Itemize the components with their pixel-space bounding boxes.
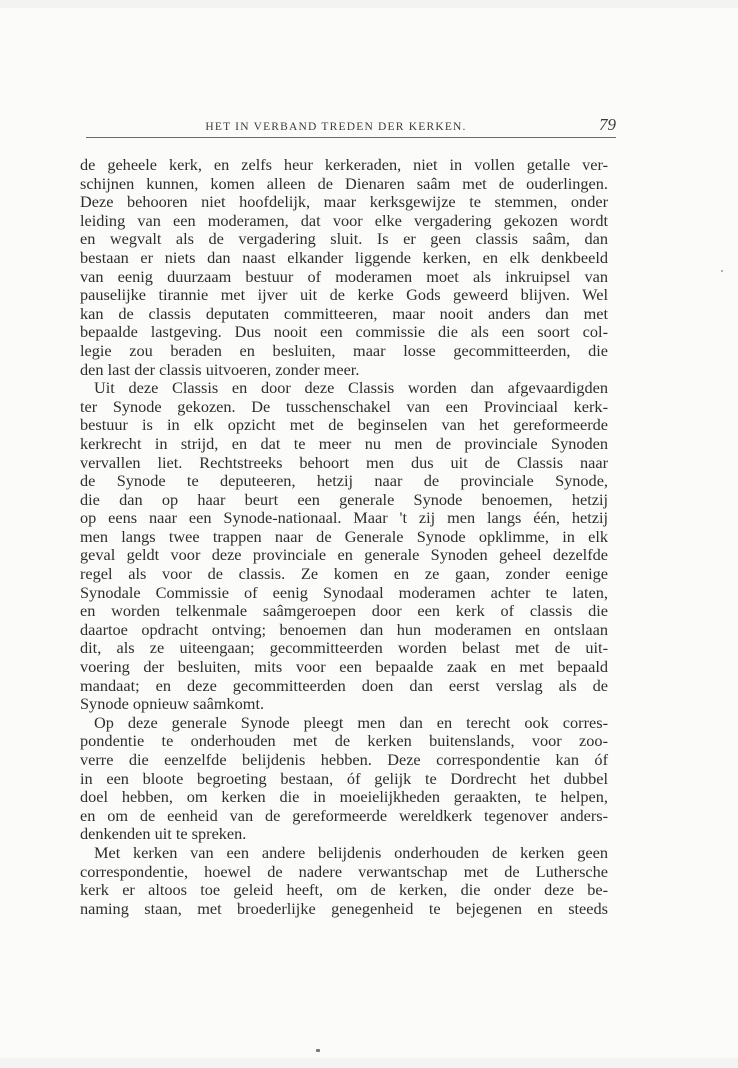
- scan-speck: [316, 1049, 320, 1052]
- text-line: geval geldt voor deze provinciale en generale Synoden geheel dezelfde: [80, 545, 608, 565]
- text-line: Deze behooren niet hoofdelijk, maar kerksgewijze te stemmen, onder: [80, 192, 608, 212]
- text-line: men langs twee trappen naar de Generale Synode opklimme, in elk: [80, 526, 608, 546]
- text-line: Op deze generale Synode pleegt men dan en terecht ook corres-: [94, 712, 608, 732]
- text-line: denkenden uit te spreken.: [80, 824, 247, 844]
- paragraph-3: [80, 714, 608, 844]
- text-line: kerk er altoos toe geleid heeft, om de kerken, die onder deze be-: [80, 880, 608, 900]
- text-line: kan de classis deputaten committeeren, maar nooit anders dan met: [80, 303, 608, 323]
- running-head: [86, 115, 616, 145]
- text-line: doel hebben, om kerken die in moeielijkheden geraakten, te helpen,: [80, 787, 608, 807]
- text-line: Uit deze Classis en door deze Classis worden dan afgevaardigden: [94, 378, 608, 398]
- running-title: HET IN VERBAND TREDEN DER KERKEN.: [205, 121, 467, 133]
- text-line: legie zou beraden en besluiten, maar losse gecommitteerden, die: [80, 340, 608, 360]
- text-line: pondentie te onderhouden met de kerken buitenslands, voor zoo-: [80, 731, 608, 751]
- text-line: daartoe opdracht ontving; benoemen dan hun moderamen en ontslaan: [80, 619, 608, 639]
- paragraph-1: [80, 156, 608, 379]
- text-line: den last der classis uitvoeren, zonder meer.: [80, 359, 360, 379]
- text-line: Synode opnieuw saâmkomt.: [80, 694, 265, 714]
- text-line: voering der besluiten, mits voor een bepaalde zaak en met bepaald: [80, 657, 608, 677]
- text-line: Met kerken van een andere belijdenis onderhouden de kerken geen: [94, 842, 608, 862]
- paragraph-4: [80, 844, 608, 918]
- text-line: de Synode te deputeeren, hetzij naar de provinciale Synode,: [80, 471, 608, 491]
- text-line: en om de eenheid van de gereformeerde wereldkerk tegenover anders-: [80, 805, 608, 825]
- margin-speck: [721, 270, 723, 272]
- text-line: bestuur is in elk opzicht met de beginselen van het gereformeerde: [80, 415, 608, 435]
- page-number: 79: [599, 115, 616, 134]
- text-line: de geheele kerk, en zelfs heur kerkeraden, niet in vollen getalle ver-: [80, 155, 608, 174]
- body-text: [80, 156, 608, 918]
- text-line: leiding van een moderamen, dat voor elke vergadering gekozen wordt: [80, 210, 608, 230]
- text-line: naming staan, met broederlijke genegenheid te bejegenen en steeds: [80, 898, 608, 918]
- text-line: vervallen liet. Rechtstreeks behoort men dus uit de Classis naar: [80, 452, 608, 472]
- text-line: schijnen kunnen, komen alleen de Dienaren saâm met de ouderlingen.: [80, 173, 608, 193]
- text-line: bepaalde lastgeving. Dus nooit een commissie die als een soort col-: [80, 322, 608, 342]
- text-line: die dan op haar beurt een generale Synode benoemen, hetzij: [80, 489, 608, 509]
- text-line: Synodale Commissie of eenig Synodaal moderamen achter te laten,: [80, 582, 608, 602]
- book-page: [0, 8, 738, 1058]
- text-line: verre die eenzelfde belijdenis hebben. Deze correspondentie kan óf: [80, 750, 608, 769]
- text-line: van eenig duurzaam bestuur of moderamen moet als inkruipsel van: [80, 266, 608, 286]
- paragraph-2: [80, 379, 608, 714]
- text-line: ter Synode gekozen. De tusschenschakel van een Provinciaal kerk-: [80, 396, 608, 416]
- text-line: op eens naar een Synode-nationaal. Maar 't zij men langs één, hetzij: [80, 508, 608, 528]
- text-line: correspondentie, hoewel de nadere verwantschap met de Luthersche: [80, 861, 608, 881]
- text-line: dit, als ze uiteengaan; gecommitteerden worden belast met de uit-: [80, 638, 608, 658]
- text-line: en worden telkenmale saâmgeroepen door een kerk of classis die: [80, 601, 608, 621]
- text-line: kerkrecht in strijd, en dat te meer nu men de provinciale Synoden: [80, 433, 608, 453]
- text-line: regel als voor de classis. Ze komen en ze gaan, zonder eenige: [80, 564, 608, 584]
- header-rule: [86, 137, 616, 138]
- text-line: bestaan er niets dan naast elkander liggende kerken, en elk denkbeeld: [80, 247, 608, 267]
- text-line: mandaat; en deze gecommitteerden doen dan eerst verslag als de: [80, 675, 608, 695]
- text-line: en wegvalt als de vergadering sluit. Is er geen classis saâm, dan: [80, 229, 608, 249]
- text-line: pauselijke tirannie met ijver uit de kerke Gods geweerd blijven. Wel: [80, 285, 608, 305]
- text-line: in een bloote begroeting bestaan, óf gelijk te Dordrecht het dubbel: [80, 768, 608, 788]
